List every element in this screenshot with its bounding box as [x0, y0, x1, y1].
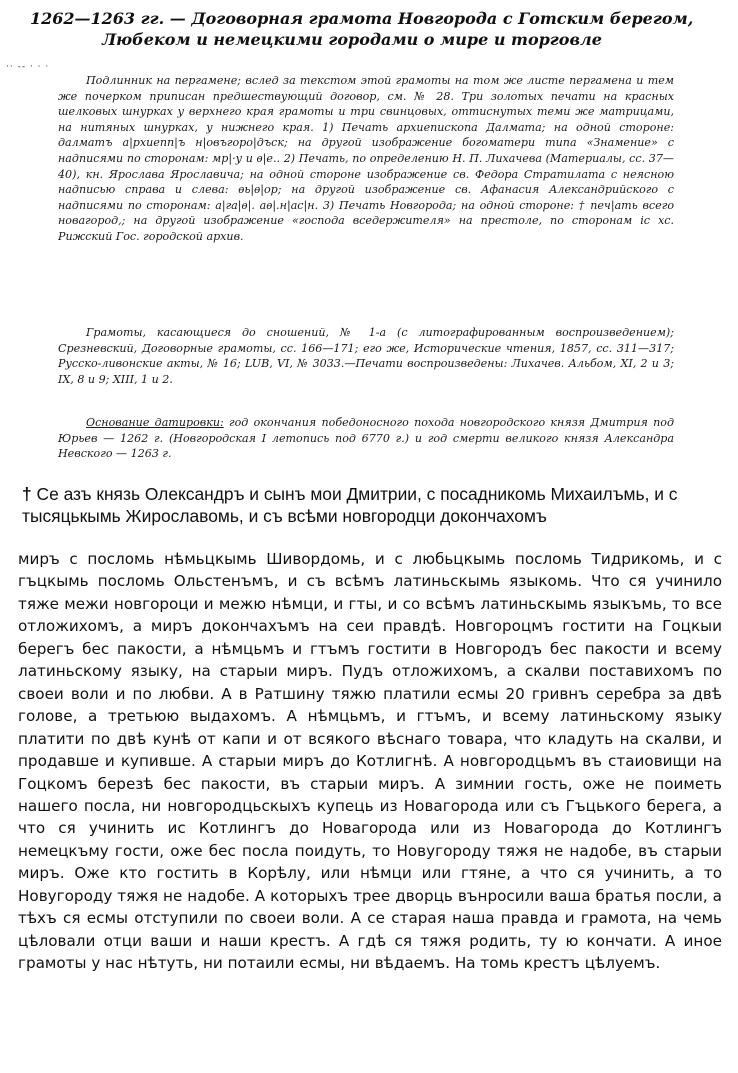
note-dating	[58, 415, 674, 462]
corner-mark: ·· -- · · ·	[6, 62, 50, 72]
note-publications	[58, 325, 674, 387]
cross-symbol: †	[22, 484, 32, 504]
note-dating-paragraph	[58, 415, 674, 462]
note-original	[58, 73, 674, 245]
document-body	[18, 548, 722, 975]
note-publications-text: Грамоты, касающиеся до сношений, № 1-а (с литографированным воспроизведением); Срезневский, Договорные грамоты, сс. 166—171; его же, Исторические чтения, 1857, сс. 311—317; Русско-ливонские акты, № 16; LUB, VI, № 3033.—Печати воспроизведены: Лихачев. Альбом, XI, 2 и 3; IX, 8 и 9; XIII, 1 и 2.	[58, 326, 674, 386]
note-original-text: Подлинник на пергамене; вслед за текстом этой грамоты на том же листе пергамена и тем же почерком приписан предшествующий договор, см. № 28. Три золотых печати на красных шелковых шнурках у верхнего края грамоты и три свинцовых, оттиснутых теми же матрицами, на нитяных шнурках, у нижнего края. 1) Печать архиепископа Далмата; на одной стороне: далматъ а|рхиепп|ъ н|овъгоро|дъск; на другой изображение богоматери типа «Знамение» с надписями по сторонам: мр|·у и ѳ|е.. 2) Печать, по определению Н. П. Лихачева (Материалы, сс. 37—40), кн. Ярослава Ярославича; на одной стороне изображение св. Федора Стратилата с неясною надписью справа и слева: ѳь|ѳ|ор; на другой изображение св. Афанасия Александрийского с надписями по сторонам: а|га|ѳ|. аѳ|.н|ас|н. 3) Печать Новгорода; на одной стороне: † печ|ать всего новагород,; на другой изображение «господа вседержителя» на престоле, по сторонам ic xc. Рижский Гос. городской архив.	[58, 74, 674, 243]
title-line-2: Любеком и немецкими городами о мире и торговле	[102, 30, 602, 49]
document-title	[30, 8, 720, 50]
dating-text: год окончания победоносного похода новгородского князя Дмитрия под Юрьев — 1262 г. (Новгородская I летопись под 6770 г.) и год смерти великого князя Александра Невского — 1263 г.	[58, 416, 674, 461]
document-lead	[22, 483, 722, 527]
dating-label: Основание датировки:	[86, 416, 224, 429]
body-text: миръ с посломь нѣмьцкымь Шивордомь, и с любьцкымь посломь Тидрикомь, и с гъцкымь посломь Ольстенъмъ, и съ всѣмъ латиньскымь языкомь. Что ся учинило тяже межи новгороци и межю нѣмци, и гты, и со всѣмъ латиньскымь языкъмь, то все отложихомъ, а миръ докончахъмъ на сеи правдѣ. Новгороцмъ гостити на Гоцкыи берегъ бес пакости, а нѣмцьмъ и гтъмъ гостити в Новгородъ бес пакости и всему латиньскому языку, на старыи миръ. Пудъ отложихомъ, а скалви поставихомъ по своеи воли и по любви. А в Ратшину тяжю платили есмы 20 гривнъ серебра за двѣ голове, а третьюю выдахомъ. А нѣмцьмъ, и гтъмъ, и всему латиньскому языку платити по двѣ кунѣ от капи и от всякого вѣснаго товара, что кладуть на скалви, и продавше и купивше. А старыи миръ до Котлигнѣ. А новгородцьмъ въ стаиовищи на Гоцкомъ березѣ бес пакости, въ старыи миръ. А зимнии гость, оже не поиметь нашего посла, ни новгородцьскыхъ купець из Новагорода или съ Гъцького берега, а что ся учинить ис Котлингъ до Новагорода или из Новагорода до Котлингъ немецкъму гости, оже бес посла поидуть, то Новугороду тяжя не надобе, въ старыи миръ. Оже кто гостить в Корѣлу, или нѣмци или гтяне, а что ся учинить, а то Новугороду тяжя не надобе. А которыхъ трее дворць вънросили ваша братья посли, а тѣхъ ся есмы отступили по своеи воли. А се старая наша правда и грамота, на чемь цѣловали отци ваши и наши крестъ. А гдѣ ся тяжя родить, ту ю кончати. А иное грамоты у нас нѣтуть, ни потаили есмы, ни вѣдаемъ. На томь крестъ цѣлуемъ.	[18, 550, 722, 973]
lead-text: Се азъ князь Олександръ и сынъ мои Дмитрии, с посадникомь Михаилъмь, и с тысяцькымь Жирославомь, и съ всѣми новгородци докончахомъ	[22, 484, 678, 526]
title-line-1: 1262—1263 гг. — Договорная грамота Новгорода с Готским берегом,	[30, 9, 694, 28]
